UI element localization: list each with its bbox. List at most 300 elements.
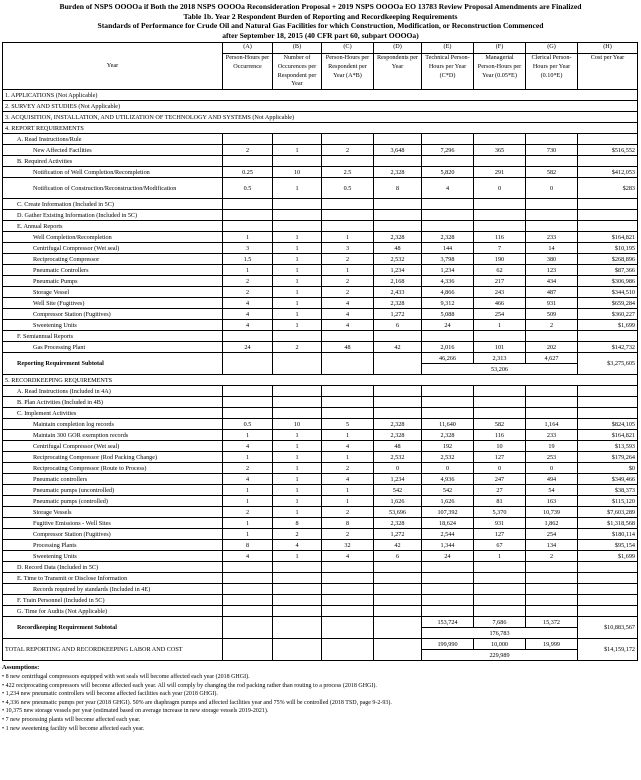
cost-per-year: $38,373	[578, 485, 638, 496]
respondents-per-year: 2,328	[374, 167, 422, 178]
assumption-item: • 8 new centrifugal compressors equipped with wet seals will become affected each year (2018 GHGI).	[2, 673, 250, 680]
subsection-label: C. Implement Activities	[3, 408, 223, 419]
respondents-per-year: 1,272	[374, 309, 422, 320]
section-label: 5. RECORDKEEPING REQUIREMENTS	[3, 375, 638, 386]
reporting-subtotal-clerical: 4,627	[526, 353, 578, 364]
reporting-subtotal-managerial: 2,313	[474, 353, 526, 364]
respondents-per-year: 2,532	[374, 254, 422, 265]
grand-total-hours: 229,989	[422, 650, 578, 661]
item-label: Reciprocating Compressor	[3, 254, 223, 265]
managerial-hours: 1	[474, 551, 526, 562]
hours-per-occurrence: 1	[223, 232, 273, 243]
clerical-hours: 730	[526, 145, 578, 156]
technical-hours: 1,344	[422, 540, 474, 551]
item-label: Sweetening Units	[3, 320, 223, 331]
grand-total-row	[3, 639, 638, 650]
occurrences-per-year: 1	[273, 463, 322, 474]
hours-per-respondent: 4	[322, 474, 374, 485]
cost-per-year: $1,699	[578, 551, 638, 562]
respondents-per-year: 2,328	[374, 430, 422, 441]
hours-per-respondent: 4	[322, 551, 374, 562]
cost-per-year: $412,053	[578, 167, 638, 178]
recordkeeping-subtotal-managerial: 7,686	[474, 617, 526, 628]
hours-per-occurrence: 24	[223, 342, 273, 353]
item-label: Reciprocating Compressor (Route to Process)	[3, 463, 223, 474]
table-row	[3, 518, 638, 529]
managerial-hours: 365	[474, 145, 526, 156]
occurrences-per-year: 1	[273, 232, 322, 243]
clerical-hours: 1,164	[526, 419, 578, 430]
hours-per-respondent: 4	[322, 441, 374, 452]
item-label: Centrifugal Compressor (Wet seal)	[3, 441, 223, 452]
hours-per-respondent: 1	[322, 485, 374, 496]
subsection-row	[3, 210, 638, 221]
technical-hours: 24	[422, 551, 474, 562]
technical-hours: 2,544	[422, 529, 474, 540]
section-label: 3. ACQUISITION, INSTALLATION, AND UTILIZATION OF TECHNOLOGY AND SYSTEMS (Not Applicable)	[3, 112, 638, 123]
clerical-hours: 1,862	[526, 518, 578, 529]
technical-hours: 7,296	[422, 145, 474, 156]
hours-per-respondent: 2	[322, 463, 374, 474]
clerical-hours: 134	[526, 540, 578, 551]
section-label: 1. APPLICATIONS (Not Applicable)	[3, 90, 638, 101]
table-row	[3, 342, 638, 353]
hours-per-occurrence: 1	[223, 485, 273, 496]
col-a-code: (A)	[223, 43, 273, 54]
managerial-hours: 116	[474, 232, 526, 243]
subsection-row	[3, 595, 638, 606]
table-row	[3, 178, 638, 199]
clerical-hours: 2	[526, 551, 578, 562]
table-row	[3, 507, 638, 518]
clerical-hours: 10,739	[526, 507, 578, 518]
item-label: Pneumatic controllers	[3, 474, 223, 485]
reporting-subtotal-cost: $3,275,605	[578, 353, 638, 375]
subsection-label: Records required by standards (Included in 4E)	[3, 584, 223, 595]
table-row	[3, 485, 638, 496]
managerial-hours: 582	[474, 419, 526, 430]
managerial-hours: 217	[474, 276, 526, 287]
item-label: Processing Plants	[3, 540, 223, 551]
technical-hours: 4,336	[422, 276, 474, 287]
item-label: Notification of Construction/Reconstruction/Modification	[3, 178, 223, 199]
header-line-3: Standards of Performance for Crude Oil and Natural Gas Facilities for which Construction, Modification, or Reconstruction Commenced	[97, 21, 544, 31]
cost-per-year: $180,114	[578, 529, 638, 540]
occurrences-per-year: 1	[273, 551, 322, 562]
managerial-hours: 116	[474, 430, 526, 441]
subsection-label: F. Train Personnel (Included in 5C)	[3, 595, 223, 606]
item-label: Compressor Station (Fugitives)	[3, 309, 223, 320]
respondents-per-year: 42	[374, 540, 422, 551]
assumptions-title: Assumptions:	[2, 664, 40, 672]
hours-per-occurrence: 8	[223, 540, 273, 551]
col-g-label: Clerical Person-Hours per Year (0.10*E)	[526, 54, 578, 90]
technical-hours: 5,088	[422, 309, 474, 320]
cost-per-year: $360,227	[578, 309, 638, 320]
col-d-label: Respondents per Year	[374, 54, 422, 90]
cost-per-year: $164,821	[578, 232, 638, 243]
hours-per-occurrence: 4	[223, 474, 273, 485]
technical-hours: 11,640	[422, 419, 474, 430]
item-label: Fugitive Emissions - Well Sites	[3, 518, 223, 529]
respondents-per-year: 0	[374, 463, 422, 474]
respondents-per-year: 2,328	[374, 419, 422, 430]
hours-per-respondent: 1	[322, 496, 374, 507]
hours-per-respondent: 8	[322, 518, 374, 529]
assumption-item: • 422 reciprocating compressors will become affected each year. All will comply by changing the rod packing rather than routing to a process (2018 GHGI).	[2, 682, 377, 689]
assumption-item: • 1,234 new pneumatic controllers will become affected facilities each year (2018 GHGI).	[2, 691, 218, 698]
col-g-code: (G)	[526, 43, 578, 54]
col-h-code: (H)	[578, 43, 638, 54]
technical-hours: 192	[422, 441, 474, 452]
hours-per-occurrence: 1	[223, 529, 273, 540]
subsection-label: A. Read Instructions (Included in 4A)	[3, 386, 223, 397]
cost-per-year: $7,603,289	[578, 507, 638, 518]
managerial-hours: 81	[474, 496, 526, 507]
section-row	[3, 375, 638, 386]
grand-total-technical: 199,990	[422, 639, 474, 650]
hours-per-respondent: 2	[322, 276, 374, 287]
item-label: Sweetening Units	[3, 551, 223, 562]
technical-hours: 1,626	[422, 496, 474, 507]
table-row	[3, 551, 638, 562]
section-row	[3, 123, 638, 134]
clerical-hours: 2	[526, 320, 578, 331]
hours-per-respondent: 1	[322, 232, 374, 243]
respondents-per-year: 42	[374, 342, 422, 353]
subsection-label: E. Annual Reports	[3, 221, 223, 232]
clerical-hours: 582	[526, 167, 578, 178]
subsection-label: G. Time for Audits (Not Applicable)	[3, 606, 223, 617]
clerical-hours: 233	[526, 232, 578, 243]
subsection-row	[3, 562, 638, 573]
table-row	[3, 419, 638, 430]
occurrences-per-year: 1	[273, 452, 322, 463]
reporting-subtotal-technical: 46,266	[422, 353, 474, 364]
technical-hours: 24	[422, 320, 474, 331]
hours-per-occurrence: 0.5	[223, 178, 273, 199]
respondents-per-year: 48	[374, 441, 422, 452]
respondents-per-year: 542	[374, 485, 422, 496]
technical-hours: 2,328	[422, 232, 474, 243]
hours-per-respondent: 2	[322, 254, 374, 265]
hours-per-occurrence: 1	[223, 518, 273, 529]
hours-per-respondent: 2	[322, 145, 374, 156]
occurrences-per-year: 1	[273, 178, 322, 199]
hours-per-respondent: 5	[322, 419, 374, 430]
cost-per-year: $142,732	[578, 342, 638, 353]
hours-per-respondent: 32	[322, 540, 374, 551]
subsection-label: A. Read Instructions/Rule	[3, 134, 223, 145]
table-row	[3, 167, 638, 178]
subsection-label: F. Semiannual Reports	[3, 331, 223, 342]
occurrences-per-year: 1	[273, 276, 322, 287]
clerical-hours: 202	[526, 342, 578, 353]
item-label: Notification of Well Completion/Recompletion	[3, 167, 223, 178]
table-row	[3, 474, 638, 485]
cost-per-year: $10,195	[578, 243, 638, 254]
table-header	[0, 0, 641, 40]
occurrences-per-year: 1	[273, 243, 322, 254]
hours-per-occurrence: 3	[223, 243, 273, 254]
assumption-item: • 10,375 new storage vessels per year (estimated based on average increase in new storage vessels 2019-2021).	[2, 708, 269, 715]
item-label: Storage Vessels	[3, 507, 223, 518]
col-e-label: Technical Person-Hours per Year (C*D)	[422, 54, 474, 90]
table-row	[3, 309, 638, 320]
technical-hours: 144	[422, 243, 474, 254]
subsection-row	[3, 199, 638, 210]
respondents-per-year: 1,626	[374, 496, 422, 507]
hours-per-respondent: 48	[322, 342, 374, 353]
occurrences-per-year: 1	[273, 496, 322, 507]
clerical-hours: 487	[526, 287, 578, 298]
respondents-per-year: 2,433	[374, 287, 422, 298]
occurrences-per-year: 10	[273, 419, 322, 430]
section-row	[3, 101, 638, 112]
item-label: Compressor Station (Fugitives)	[3, 529, 223, 540]
occurrences-per-year: 2	[273, 529, 322, 540]
technical-hours: 2,532	[422, 452, 474, 463]
table-row	[3, 145, 638, 156]
cost-per-year: $95,154	[578, 540, 638, 551]
hours-per-respondent: 1	[322, 265, 374, 276]
col-e-code: (E)	[422, 43, 474, 54]
respondents-per-year: 48	[374, 243, 422, 254]
respondents-per-year: 1,234	[374, 265, 422, 276]
hours-per-respondent: 2.5	[322, 167, 374, 178]
occurrences-per-year: 1	[273, 474, 322, 485]
managerial-hours: 0	[474, 463, 526, 474]
hours-per-occurrence: 0.25	[223, 167, 273, 178]
cost-per-year: $306,986	[578, 276, 638, 287]
item-label: Well Site (Fugitives)	[3, 298, 223, 309]
table-row	[3, 232, 638, 243]
section-row	[3, 90, 638, 101]
technical-hours: 4	[422, 178, 474, 199]
table-row	[3, 287, 638, 298]
managerial-hours: 190	[474, 254, 526, 265]
hours-per-occurrence: 4	[223, 551, 273, 562]
occurrences-per-year: 1	[273, 320, 322, 331]
recordkeeping-subtotal-cost: $10,883,567	[578, 617, 638, 639]
occurrences-per-year: 1	[273, 485, 322, 496]
recordkeeping-subtotal-technical: 153,724	[422, 617, 474, 628]
table-row	[3, 265, 638, 276]
hours-per-occurrence: 2	[223, 276, 273, 287]
hours-per-occurrence: 4	[223, 441, 273, 452]
table-row	[3, 496, 638, 507]
clerical-hours: 509	[526, 309, 578, 320]
subsection-row	[3, 573, 638, 584]
subsection-row	[3, 331, 638, 342]
occurrences-per-year: 1	[273, 145, 322, 156]
assumption-item: • 7 new processing plants will become affected each year.	[2, 716, 141, 723]
col-b-code: (B)	[273, 43, 322, 54]
subsection-row	[3, 386, 638, 397]
subsection-label: B. Required Activities	[3, 156, 223, 167]
respondents-per-year: 53,696	[374, 507, 422, 518]
table-row	[3, 243, 638, 254]
table-row	[3, 540, 638, 551]
subsection-label: E. Time to Transmit or Disclose Information	[3, 573, 223, 584]
subsection-label: C. Create Information (Included in 5C)	[3, 199, 223, 210]
occurrences-per-year: 1	[273, 309, 322, 320]
hours-per-occurrence: 4	[223, 298, 273, 309]
cost-per-year: $824,105	[578, 419, 638, 430]
respondents-per-year: 2,168	[374, 276, 422, 287]
col-c-label: Person-Hours per Respondent per Year (A*B)	[322, 54, 374, 90]
occurrences-per-year: 1	[273, 430, 322, 441]
occurrences-per-year: 1	[273, 287, 322, 298]
technical-hours: 2,016	[422, 342, 474, 353]
item-label: Pneumatic pumps (controlled)	[3, 496, 223, 507]
cost-per-year: $87,366	[578, 265, 638, 276]
reporting-subtotal-hours: 53,206	[422, 364, 578, 375]
subsection-label: D. Gather Existing Information (Included in 5C)	[3, 210, 223, 221]
clerical-hours: 163	[526, 496, 578, 507]
col-d-code: (D)	[374, 43, 422, 54]
clerical-hours: 14	[526, 243, 578, 254]
clerical-hours: 254	[526, 529, 578, 540]
hours-per-respondent: 4	[322, 309, 374, 320]
subsection-row	[3, 221, 638, 232]
managerial-hours: 101	[474, 342, 526, 353]
table-row	[3, 452, 638, 463]
hours-per-respondent: 2	[322, 507, 374, 518]
managerial-hours: 127	[474, 452, 526, 463]
section-label: 2. SURVEY AND STUDIES (Not Applicable)	[3, 101, 638, 112]
col-h-label: Cost per Year	[578, 54, 638, 90]
cost-per-year: $13,593	[578, 441, 638, 452]
occurrences-per-year: 1	[273, 507, 322, 518]
managerial-hours: 466	[474, 298, 526, 309]
managerial-hours: 127	[474, 529, 526, 540]
managerial-hours: 243	[474, 287, 526, 298]
hours-per-respondent: 2	[322, 529, 374, 540]
technical-hours: 9,312	[422, 298, 474, 309]
managerial-hours: 291	[474, 167, 526, 178]
item-label: Maintain completion log records	[3, 419, 223, 430]
item-label: Well Completion/Recompletion	[3, 232, 223, 243]
item-label: Maintain 300 GOR exemption records	[3, 430, 223, 441]
cost-per-year: $164,821	[578, 430, 638, 441]
managerial-hours: 67	[474, 540, 526, 551]
technical-hours: 4,936	[422, 474, 474, 485]
recordkeeping-subtotal-label: Recordkeeping Requirement Subtotal	[3, 617, 223, 639]
hours-per-respondent: 4	[322, 298, 374, 309]
col-a-label: Person-Hours per Occurrence	[223, 54, 273, 90]
hours-per-occurrence: 1	[223, 496, 273, 507]
technical-hours: 0	[422, 463, 474, 474]
respondents-per-year: 6	[374, 551, 422, 562]
reporting-subtotal-row	[3, 353, 638, 364]
cost-per-year: $1,699	[578, 320, 638, 331]
hours-per-respondent: 0.5	[322, 178, 374, 199]
occurrences-per-year: 1	[273, 254, 322, 265]
occurrences-per-year: 8	[273, 518, 322, 529]
hours-per-occurrence: 2	[223, 507, 273, 518]
managerial-hours: 10	[474, 441, 526, 452]
item-label: Storage Vessel	[3, 287, 223, 298]
table-row	[3, 298, 638, 309]
clerical-hours: 54	[526, 485, 578, 496]
respondents-per-year: 3,648	[374, 145, 422, 156]
subsection-row	[3, 606, 638, 617]
hours-per-respondent: 1	[322, 430, 374, 441]
clerical-hours: 380	[526, 254, 578, 265]
column-code-row	[3, 43, 638, 54]
clerical-hours: 19	[526, 441, 578, 452]
subsection-row	[3, 408, 638, 419]
table-row	[3, 463, 638, 474]
item-label: Gas Processing Plant	[3, 342, 223, 353]
item-label: New Affected Facilities	[3, 145, 223, 156]
managerial-hours: 7	[474, 243, 526, 254]
technical-hours: 107,392	[422, 507, 474, 518]
col-c-code: (C)	[322, 43, 374, 54]
cost-per-year: $1,318,568	[578, 518, 638, 529]
cost-per-year: $179,264	[578, 452, 638, 463]
occurrences-per-year: 1	[273, 298, 322, 309]
table-row	[3, 529, 638, 540]
hours-per-occurrence: 2	[223, 145, 273, 156]
col-b-label: Number of Occurences per Respondent per Year	[273, 54, 322, 90]
technical-hours: 2,328	[422, 430, 474, 441]
respondents-per-year: 2,532	[374, 452, 422, 463]
respondents-per-year: 2,328	[374, 518, 422, 529]
assumptions	[2, 664, 639, 733]
grand-total-cost: $14,159,172	[578, 639, 638, 661]
respondents-per-year: 2,328	[374, 232, 422, 243]
cost-per-year: $268,896	[578, 254, 638, 265]
respondents-per-year: 1,272	[374, 529, 422, 540]
subsection-row	[3, 584, 638, 595]
hours-per-occurrence: 2	[223, 463, 273, 474]
hours-per-occurrence: 4	[223, 320, 273, 331]
clerical-hours: 253	[526, 452, 578, 463]
subsection-label: D. Record Data (Included in 5C)	[3, 562, 223, 573]
table-row	[3, 430, 638, 441]
technical-hours: 4,866	[422, 287, 474, 298]
hours-per-occurrence: 1	[223, 430, 273, 441]
managerial-hours: 62	[474, 265, 526, 276]
section-row	[3, 112, 638, 123]
hours-per-respondent: 2	[322, 287, 374, 298]
occurrences-per-year: 2	[273, 342, 322, 353]
hours-per-occurrence: 0.5	[223, 419, 273, 430]
subsection-row	[3, 156, 638, 167]
managerial-hours: 931	[474, 518, 526, 529]
hours-per-occurrence: 4	[223, 309, 273, 320]
managerial-hours: 254	[474, 309, 526, 320]
recordkeeping-subtotal-row	[3, 617, 638, 628]
respondents-per-year: 2,328	[374, 298, 422, 309]
cost-per-year: $516,552	[578, 145, 638, 156]
assumption-item: • 4,336 new pneumatic pumps per year (2018 GHGI). 50% are diaphragm pumps and affected facilities year and 75% will be controlled (2018 TSD, page 9-2-93).	[2, 699, 392, 706]
item-label: Reciprocating Compressor (Rod Packing Change)	[3, 452, 223, 463]
occurrences-per-year: 1	[273, 265, 322, 276]
occurrences-per-year: 10	[273, 167, 322, 178]
cost-per-year: $0	[578, 463, 638, 474]
cost-per-year: $349,466	[578, 474, 638, 485]
subsection-row	[3, 134, 638, 145]
item-label: Pneumatic Controllers	[3, 265, 223, 276]
clerical-hours: 494	[526, 474, 578, 485]
table-row	[3, 441, 638, 452]
hours-per-respondent: 3	[322, 243, 374, 254]
recordkeeping-subtotal-clerical: 15,372	[526, 617, 578, 628]
clerical-hours: 931	[526, 298, 578, 309]
